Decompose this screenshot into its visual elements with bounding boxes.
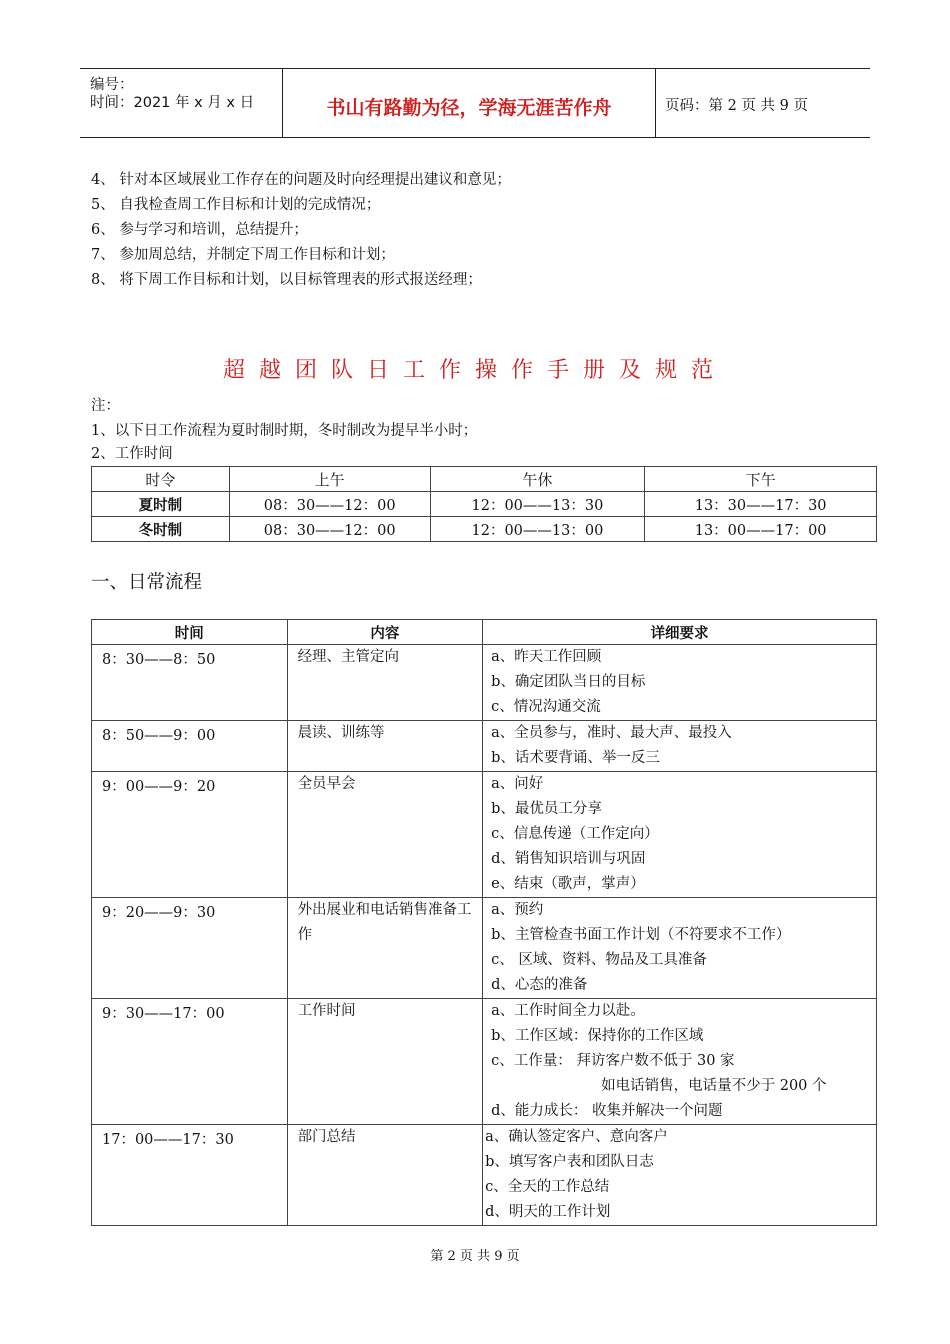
detail-line: c、工作量： 拜访客户数不低于 30 家	[491, 1053, 735, 1069]
note-label: 注：	[91, 398, 120, 414]
detail-line: b、确定团队当日的目标	[491, 674, 646, 690]
working-hours-table	[91, 466, 877, 542]
detail-line: b、工作区域：保持你的工作区域	[491, 1028, 704, 1044]
serial-label: 编号：	[90, 77, 134, 93]
page-number-label: 页码：第 2 页 共 9 页	[665, 98, 808, 114]
detail-line: b、填写客户表和团队日志	[485, 1154, 654, 1170]
detail-line: b、主管检查书面工作计划（不符要求不工作）	[491, 927, 791, 943]
time-cell: 9：20——9：30	[92, 898, 288, 999]
time-cell: 9：30——17：00	[92, 999, 288, 1125]
table-row	[92, 898, 877, 999]
intro-item: 7、 参加周总结，并制定下周工作目标和计划；	[91, 247, 395, 263]
time-cell: 9：00——9：20	[92, 772, 288, 898]
document-title: 超越团队日工作操作手册及规范	[222, 358, 727, 383]
detail-line: c、全天的工作总结	[485, 1179, 610, 1195]
detail-line: a、预约	[491, 902, 544, 918]
header-cell: 时令	[92, 467, 230, 492]
time-cell: 17：00——17：30	[92, 1125, 288, 1226]
detail-line: d、能力成长： 收集并解决一个问题	[491, 1103, 723, 1119]
table-row	[92, 999, 877, 1125]
detail-line: a、昨天工作回顾	[491, 649, 602, 665]
section-heading: 一、日常流程	[91, 572, 203, 593]
daily-flow-table	[91, 619, 877, 1226]
details-cell	[483, 1125, 877, 1226]
header-cell: 详细要求	[483, 620, 877, 645]
intro-item: 5、 自我检查周工作目标和计划的完成情况；	[91, 197, 381, 213]
motto: 书山有路勤为径，学海无涯苦作舟	[326, 97, 612, 119]
content-cell: 外出展业和电话销售准备工作	[287, 898, 483, 999]
header-cell: 内容	[287, 620, 483, 645]
detail-line: a、确认签定客户、意向客户	[485, 1129, 668, 1145]
table-row	[92, 645, 877, 721]
time-cell: 08：30——12：00	[229, 492, 430, 517]
content-cell: 部门总结	[287, 1125, 483, 1226]
time-cell: 13：00——17：00	[645, 517, 877, 542]
table-row	[92, 492, 877, 517]
detail-line: a、工作时间全力以赴。	[491, 1003, 645, 1019]
date-label: 时间：2021 年 x 月 x 日	[90, 95, 255, 111]
detail-line: c、 区域、资料、物品及工具准备	[491, 952, 707, 968]
details-cell	[483, 721, 877, 772]
header-page-cell	[655, 69, 870, 137]
table-header-row	[92, 467, 877, 492]
detail-line: b、最优员工分享	[491, 801, 602, 817]
detail-line: d、销售知识培训与巩固	[491, 851, 646, 867]
details-cell	[483, 772, 877, 898]
intro-item: 4、 针对本区域展业工作存在的问题及时向经理提出建议和意见；	[91, 172, 511, 188]
time-cell: 12：00——13：30	[430, 492, 645, 517]
document-header	[80, 68, 870, 138]
time-cell: 13：30——17：30	[645, 492, 877, 517]
time-cell: 12：00——13：00	[430, 517, 645, 542]
time-cell: 08：30——12：00	[229, 517, 430, 542]
detail-line: a、问好	[491, 776, 544, 792]
note-2: 2、工作时间	[91, 446, 173, 462]
detail-line: c、情况沟通交流	[491, 699, 601, 715]
header-meta	[80, 69, 282, 137]
table-row	[92, 721, 877, 772]
detail-line: e、结束（歌声，掌声）	[491, 876, 645, 892]
content-cell: 全员早会	[287, 772, 483, 898]
page-footer: 第 2 页 共 9 页	[430, 1249, 520, 1264]
details-cell	[483, 999, 877, 1125]
header-cell: 时间	[92, 620, 288, 645]
header-motto-cell	[282, 69, 656, 137]
table-row	[92, 772, 877, 898]
detail-line: a、全员参与，准时、最大声、最投入	[491, 725, 732, 741]
detail-line: d、心态的准备	[491, 977, 588, 993]
note-1: 1、以下日工作流程为夏时制时期，冬时制改为提早半小时；	[91, 423, 478, 439]
season-cell: 夏时制	[92, 492, 230, 517]
intro-item: 6、 参与学习和培训，总结提升；	[91, 222, 308, 238]
details-cell	[483, 898, 877, 999]
time-cell: 8：30——8：50	[92, 645, 288, 721]
header-cell: 午休	[430, 467, 645, 492]
intro-item: 8、 将下周工作目标和计划，以目标管理表的形式报送经理；	[91, 272, 482, 288]
details-cell	[483, 645, 877, 721]
header-cell: 上午	[229, 467, 430, 492]
detail-line: 如电话销售，电话量不少于 200 个	[601, 1078, 827, 1094]
content-cell: 晨读、训练等	[287, 721, 483, 772]
table-header-row	[92, 620, 877, 645]
content-cell: 经理、主管定向	[287, 645, 483, 721]
content-cell: 工作时间	[287, 999, 483, 1125]
detail-line: b、话术要背诵、举一反三	[491, 750, 660, 766]
detail-line: c、信息传递（工作定向）	[491, 826, 659, 842]
table-row	[92, 517, 877, 542]
detail-line: d、明天的工作计划	[485, 1204, 611, 1220]
table-row	[92, 1125, 877, 1226]
time-cell: 8：50——9：00	[92, 721, 288, 772]
header-cell: 下午	[645, 467, 877, 492]
season-cell: 冬时制	[92, 517, 230, 542]
